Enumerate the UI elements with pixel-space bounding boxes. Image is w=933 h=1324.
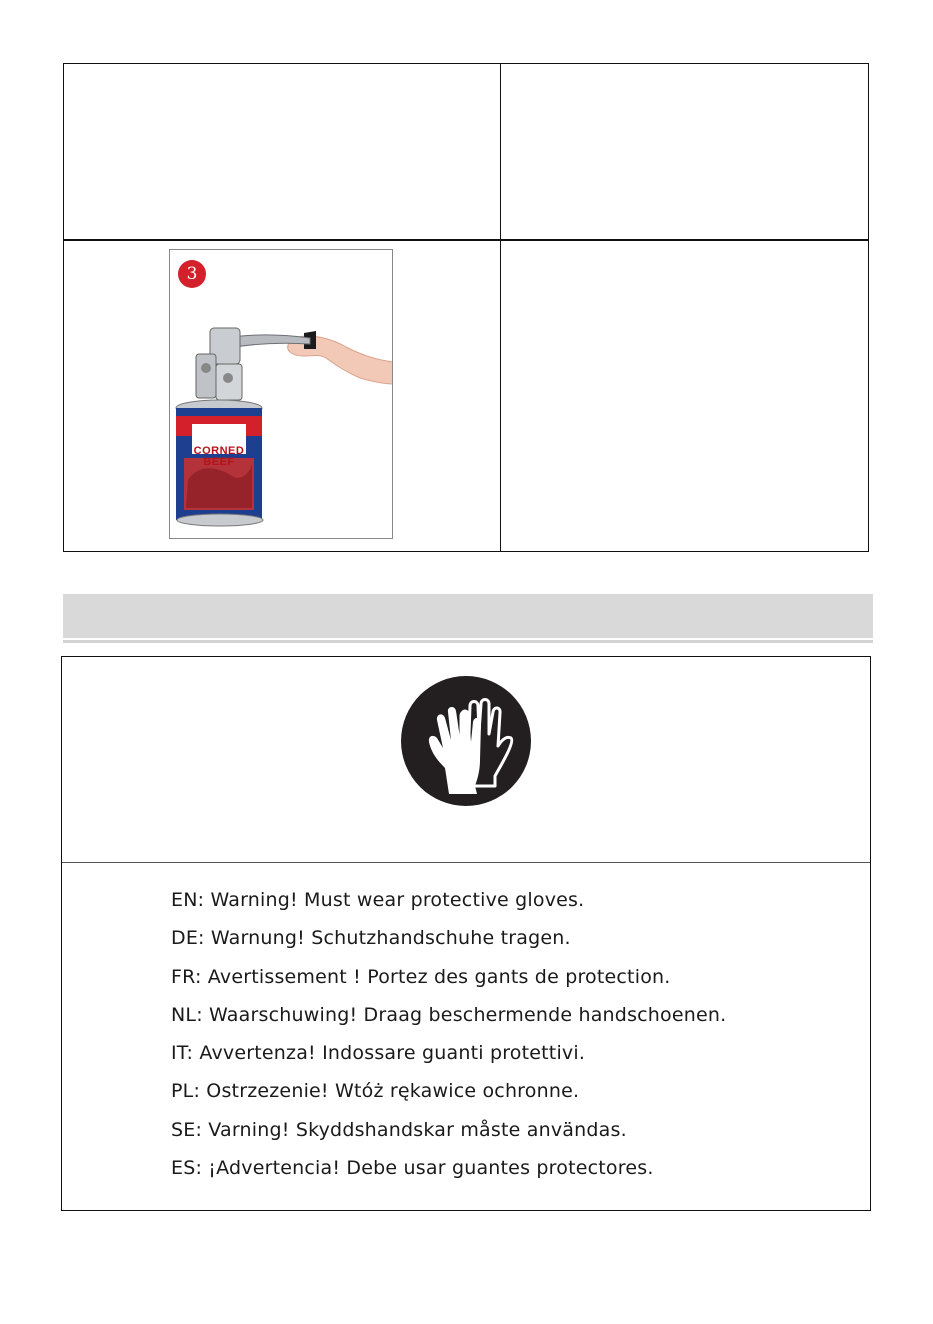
warning-text-de: DE: Warnung! Schutzhandschuhe tragen. xyxy=(171,927,571,950)
protective-gloves-icon xyxy=(401,676,531,806)
warning-text-se: SE: Varning! Skyddshandskar måste användas. xyxy=(171,1118,627,1141)
warning-text-es: ES: ¡Advertencia! Debe usar guantes protectores. xyxy=(171,1157,654,1180)
warning-box-divider xyxy=(62,862,870,863)
safety-warning-box xyxy=(61,656,871,1211)
section-heading-rule xyxy=(63,640,873,643)
table-row-divider xyxy=(64,239,868,241)
can-opener-step-photo xyxy=(169,249,393,539)
warning-text-it: IT: Avvertenza! Indossare guanti protettivi. xyxy=(171,1042,586,1065)
warning-text-pl: PL: Ostrzezenie! Wtóż rękawice ochronne. xyxy=(171,1080,580,1103)
section-heading-bar xyxy=(63,594,873,638)
table-column-divider xyxy=(500,64,501,551)
step-number-badge: 3 xyxy=(178,260,206,288)
warning-text-nl: NL: Waarschuwing! Draag beschermende handschoenen. xyxy=(171,1003,727,1026)
multilingual-warning-list xyxy=(171,881,726,1187)
warning-text-en: EN: Warning! Must wear protective gloves. xyxy=(171,889,585,911)
can-label: CORNED BEEF xyxy=(193,445,245,468)
step-table xyxy=(63,63,869,552)
can-opener-illustration xyxy=(170,250,393,539)
warning-text-fr: FR: Avertissement ! Portez des gants de protection. xyxy=(171,965,671,988)
